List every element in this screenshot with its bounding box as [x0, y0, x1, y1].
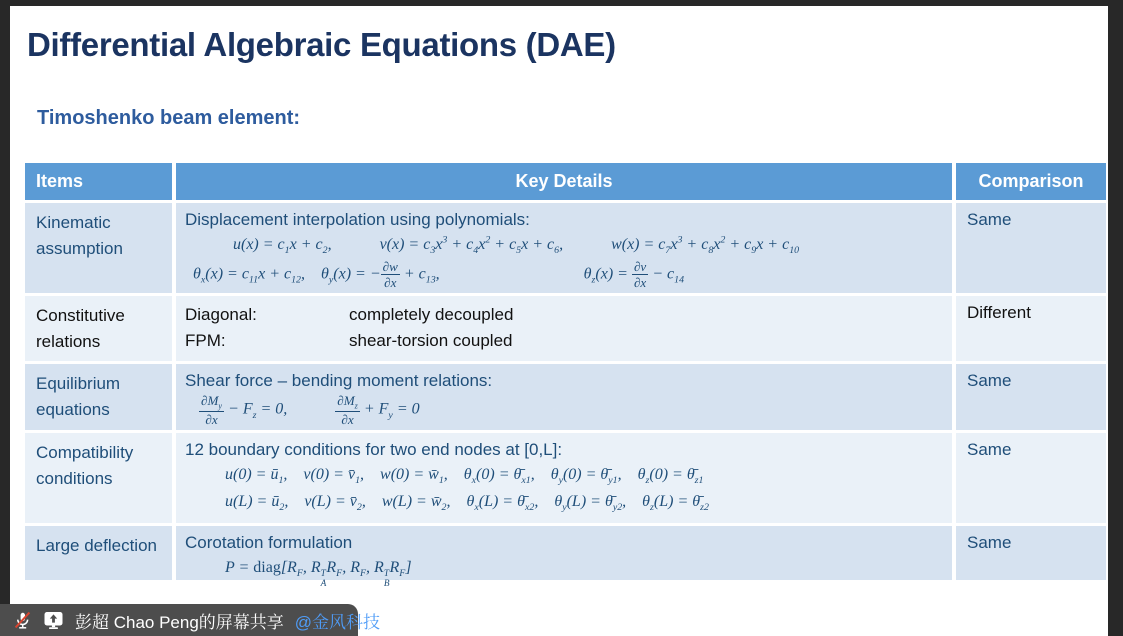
table-cell-details: [176, 296, 952, 361]
equation-line: $u(L) = ū_2$, $v(L) = v̄_2$, $w(L) = w̄_2$, $\theta_x(L)$ = $\thetā_{x2}$, $\theta_y(L)$ = $\thetā_{y2}$, $\theta_z(L)$ = $\thetā_{z2}$: [225, 493, 709, 514]
table-cell-item: Kinematic assumption: [25, 203, 172, 293]
screen-share-banner[interactable]: [0, 604, 381, 636]
slide-subtitle: Timoshenko beam element:: [37, 107, 301, 129]
table-cell-details: [176, 433, 952, 523]
table-cell-comparison: Same: [956, 433, 1106, 523]
share-banner-mention[interactable]: @金风科技: [294, 612, 381, 632]
share-banner-text: 彭超 Chao Peng的屏幕共享: [75, 612, 284, 632]
table-cell-details: [176, 364, 952, 430]
table-cell-item: Compatibility conditions: [25, 433, 172, 523]
table-cell-item: Large deflection: [25, 526, 172, 580]
equation-line: $P = diag[R_F$, R T A $R_F$, $R_F$, R T B $R_F$]: [225, 558, 412, 589]
details-intro: Displacement interpolation using polynomials:: [185, 210, 530, 229]
equation-line: $\frac{\partial M_y}{\partial x}$ − $F_z = 0$, $\frac{\partial M_z}{\partial x}$ + $F_y = 0$: [201, 392, 420, 427]
key-value-line: [185, 302, 946, 328]
kv-label: FPM:: [185, 330, 226, 350]
presentation-slide: [10, 6, 1108, 636]
equation-line: $u(0) = ū_1$, $v(0) = v̄_1$, $w(0) = w̄_1$, $\theta_x(0)$ = $\thetā_{x1}$, $\theta_y(0)$ = $\thetā_{y1}$, $\theta_z(0)$ = $\thetā_{z1}$: [225, 465, 704, 487]
table-cell-details: [176, 203, 952, 293]
screen-share-icon: [43, 611, 64, 630]
kv-label: Diagonal:: [185, 305, 257, 324]
table-cell-details: [176, 526, 952, 589]
slide-title: Differential Algebraic Equations (DAE): [27, 26, 616, 63]
details-intro: 12 boundary conditions for two end nodes at [0,L]:: [185, 440, 563, 459]
table-cell-comparison: Same: [956, 526, 1106, 580]
comparison-table: [25, 163, 1106, 589]
muted-mic-icon: [13, 611, 32, 630]
table-cell-comparison: Same: [956, 364, 1106, 430]
key-value-line: [185, 328, 946, 354]
table-cell-item: Constitutive relations: [25, 296, 172, 361]
equation-line: $\theta_x(x) = c_{11}x + c_{12}$, $\theta_y(x)$ = − $\frac{\partial w}{\partial x}$ + $c_{13}$, $\theta_z(x)$ = $\frac{\partial v}{\partial x}$ − $c_{14}$: [193, 259, 685, 291]
details-intro: Shear force – bending moment relations:: [185, 371, 493, 390]
kv-value: shear-torsion coupled: [349, 330, 513, 350]
table-header-key-details: Key Details: [176, 163, 952, 200]
equation-line: $u(x) = c_1x + c_2$, $v(x) = c_3x^3 + c_4x^2 + c_5x + c_6$, $w(x) = c_7x^3 + c_8x^2 + c_9x + c_{10}$: [233, 234, 800, 257]
details-intro: Corotation formulation: [185, 533, 353, 552]
table-header-items: Items: [25, 163, 172, 200]
table-header-comparison: Comparison: [956, 163, 1106, 200]
table-cell-item: Equilibrium equations: [25, 364, 172, 430]
table-cell-comparison: Different: [956, 296, 1106, 361]
table-cell-comparison: Same: [956, 203, 1106, 293]
kv-value: completely decoupled: [349, 305, 514, 324]
